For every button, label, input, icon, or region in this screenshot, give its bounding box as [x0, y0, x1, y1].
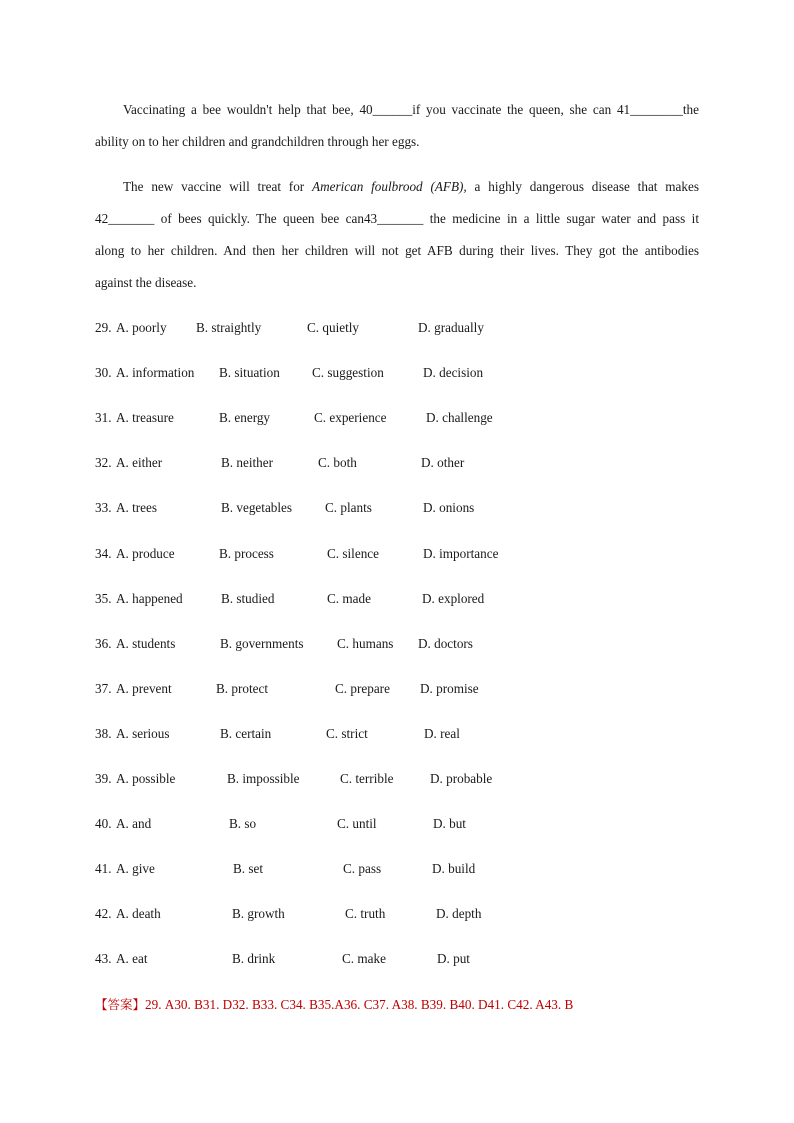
option-a: A. students	[116, 635, 176, 651]
option-d: D. real	[424, 725, 460, 741]
option-c: C. humans	[337, 635, 394, 651]
option-b: B. process	[219, 545, 274, 561]
option-a: A. happened	[116, 590, 183, 606]
question-row	[95, 859, 699, 879]
passage-text: a highly dangerous disease that makes	[474, 179, 699, 194]
option-d: D. probable	[430, 771, 493, 786]
option-d: D. put	[437, 951, 470, 967]
option-b: B. energy	[219, 410, 271, 426]
option-d: D. decision	[423, 365, 484, 381]
option-a: A. and	[116, 816, 152, 832]
option-b: B. so	[229, 816, 257, 832]
option-b: B. protect	[216, 680, 269, 696]
question-number: 33.	[95, 500, 112, 516]
option-d: D. challenge	[426, 410, 493, 426]
question-row	[95, 498, 699, 518]
passage-line: along to her children. And then her children will not get AFB during their lives. They got the antibodies	[95, 243, 699, 258]
question-number: 41.	[95, 861, 112, 877]
question-row	[95, 544, 699, 564]
question-number: 38.	[95, 725, 112, 741]
passage-italic-term: American foulbrood (AFB),	[312, 179, 467, 194]
option-c: C. plants	[325, 500, 372, 516]
option-a: A. produce	[116, 545, 175, 561]
option-c: C. pass	[343, 861, 382, 877]
option-d: D. importance	[423, 545, 499, 561]
option-a: A. treasure	[116, 410, 174, 426]
option-c: C. make	[342, 951, 386, 967]
option-d: D. other	[421, 455, 465, 471]
option-a: A. give	[116, 861, 155, 877]
option-a: A. serious	[116, 725, 170, 741]
option-a: A. death	[116, 906, 161, 922]
option-d: D. build	[432, 861, 476, 877]
option-d: D. depth	[436, 906, 482, 922]
option-c: C. strict	[326, 725, 368, 741]
question-number: 36.	[95, 635, 112, 651]
question-number: 43.	[95, 951, 112, 967]
passage-text: The new vaccine will treat for	[123, 179, 305, 194]
question-row	[95, 769, 699, 789]
question-number: 31.	[95, 410, 112, 426]
option-b: B. straightly	[196, 320, 262, 335]
question-number: 35.	[95, 590, 112, 606]
question-number: 39.	[95, 771, 112, 786]
passage-paragraph-2	[95, 171, 699, 299]
passage-line: 42_______ of bees quickly. The queen bee can43_______ the medicine in a little sugar water and pass it	[95, 211, 699, 226]
passage-line: ability on to her children and grandchildren through her eggs.	[95, 134, 420, 149]
option-a: A. information	[116, 365, 195, 381]
question-number: 42.	[95, 906, 112, 922]
question-row	[95, 724, 699, 744]
option-a: A. eat	[116, 951, 148, 967]
option-c: C. terrible	[340, 771, 394, 786]
question-row	[95, 814, 699, 834]
question-row	[95, 318, 699, 338]
question-row	[95, 679, 699, 699]
answer-label: 【答案】	[95, 997, 146, 1012]
option-b: B. governments	[220, 635, 304, 651]
question-row	[95, 453, 699, 473]
option-c: C. prepare	[335, 680, 390, 696]
option-a: A. either	[116, 455, 163, 471]
option-c: C. experience	[314, 410, 387, 426]
question-row	[95, 589, 699, 609]
question-number: 40.	[95, 816, 112, 832]
question-number: 29.	[95, 320, 112, 335]
option-d: D. gradually	[418, 320, 484, 335]
option-c: C. until	[337, 816, 377, 832]
option-b: B. situation	[219, 365, 280, 381]
option-b: B. impossible	[227, 771, 300, 786]
option-b: B. neither	[221, 455, 274, 471]
option-c: C. silence	[327, 545, 380, 561]
option-c: C. made	[327, 590, 371, 606]
question-row	[95, 408, 699, 428]
option-b: B. vegetables	[221, 500, 293, 516]
question-row	[95, 363, 699, 383]
option-a: A. trees	[116, 500, 158, 516]
option-b: B. growth	[232, 906, 285, 922]
option-c: C. suggestion	[312, 365, 384, 381]
passage-paragraph-1	[95, 94, 699, 158]
question-row	[95, 949, 699, 969]
option-b: B. drink	[232, 951, 276, 967]
question-number: 34.	[95, 545, 112, 561]
question-row	[95, 904, 699, 924]
option-d: D. onions	[423, 500, 475, 516]
option-d: D. but	[433, 816, 466, 832]
passage-line	[95, 171, 699, 203]
option-b: B. studied	[221, 590, 275, 606]
option-d: D. explored	[422, 590, 485, 606]
option-c: C. quietly	[307, 320, 360, 335]
question-number: 30.	[95, 365, 112, 381]
question-number: 37.	[95, 680, 112, 696]
option-c: C. both	[318, 455, 357, 471]
option-a: A. prevent	[116, 680, 172, 696]
answer-key	[95, 995, 573, 1015]
question-number: 32.	[95, 455, 112, 471]
option-a: A. poorly	[116, 320, 167, 335]
answer-text: 29. A30. B31. D32. B33. C34. B35.A36. C37. A38. B39. B40. D41. C42. A43. B	[145, 997, 574, 1012]
passage-line: Vaccinating a bee wouldn't help that bee, 40______if you vaccinate the queen, she can 41________the	[123, 102, 699, 117]
option-b: B. set	[233, 861, 264, 877]
option-d: D. doctors	[418, 635, 473, 651]
option-a: A. possible	[116, 771, 176, 786]
option-c: C. truth	[345, 906, 386, 922]
option-b: B. certain	[220, 725, 272, 741]
passage-line: against the disease.	[95, 275, 197, 290]
question-row	[95, 634, 699, 654]
option-d: D. promise	[420, 680, 479, 696]
